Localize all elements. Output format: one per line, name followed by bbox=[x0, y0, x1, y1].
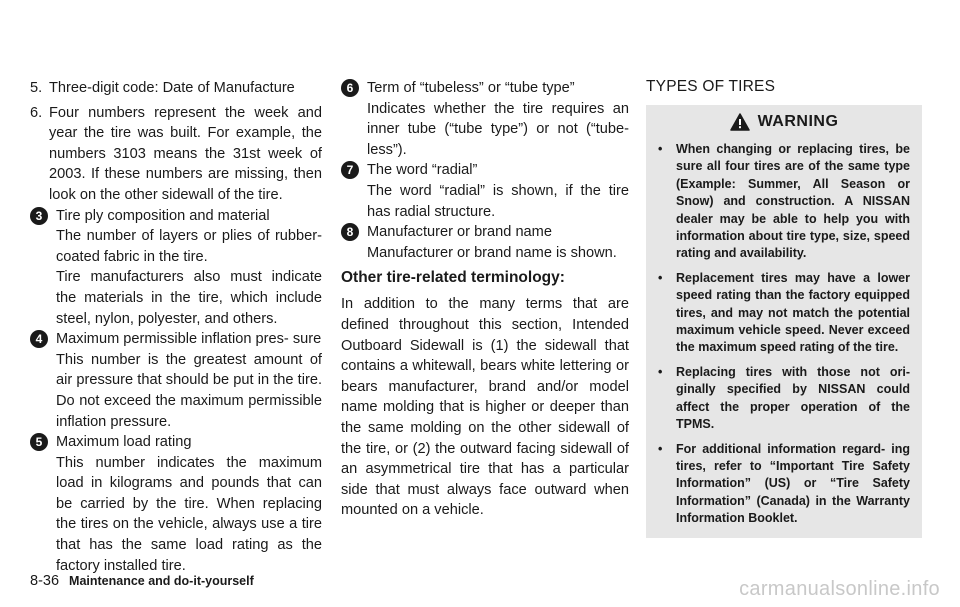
callout-body: This number indicates the maximum load in kilograms and pounds that can be carried by the tire. When replacing the tires on the vehicle, always use a tire that has the same load rating as the factory installed tire. bbox=[56, 454, 322, 574]
warning-bullet-text: When changing or replacing tires, be sure all four tires are of the same type (Example: Summer, All Season or Snow) and construction. A NISSAN dealer may be able to help you with information about tire type, size, speed rating and availability. bbox=[676, 142, 910, 261]
callout-item-6 bbox=[341, 78, 629, 160]
callout-body: Tire manufacturers also must indicate the materials in the tire, which include steel, nylon, polyester, and others. bbox=[56, 269, 322, 327]
warning-bullet-text: Replacing tires with those not ori- ginally specified by NISSAN could affect the proper operation of the TPMS. bbox=[676, 364, 910, 432]
warning-header bbox=[658, 113, 910, 131]
middle-column bbox=[341, 78, 629, 521]
warning-bullet bbox=[658, 270, 910, 357]
list-text: Four numbers represent the week and year the tire was built. For example, the numbers 3103 means the 31st week of 2003. If these numbers are missing, then look on the other sidewall of the tire. bbox=[49, 104, 322, 203]
callout-number-badge: 7 bbox=[341, 161, 359, 179]
list-item-6 bbox=[30, 103, 322, 206]
bullet-icon: • bbox=[658, 270, 663, 285]
callout-body: Manufacturer or brand name is shown. bbox=[367, 244, 617, 261]
callout-title: Maximum load rating bbox=[56, 434, 192, 451]
callout-item-7 bbox=[341, 160, 629, 222]
warning-bullet bbox=[658, 441, 910, 528]
callout-number-badge: 6 bbox=[341, 79, 359, 97]
warning-box bbox=[646, 105, 922, 538]
bullet-icon: • bbox=[658, 441, 663, 456]
callout-item-4 bbox=[30, 329, 322, 432]
page-number: 8-36 bbox=[30, 573, 60, 589]
callout-number-badge: 8 bbox=[341, 223, 359, 241]
warning-bullet-text: For additional information regard- ing tires, refer to “Important Tire Safety Information” (US) or “Tire Safety Information” (Canada) in the Warranty Information Booklet. bbox=[676, 441, 910, 526]
warning-triangle-icon bbox=[730, 113, 750, 131]
section-label: Maintenance and do-it-yourself bbox=[69, 574, 254, 588]
callout-body: Indicates whether the tire requires an inner tube (“tube type”) or not (“tube- less”). bbox=[367, 100, 629, 158]
list-item-5 bbox=[30, 78, 322, 99]
watermark: carmanualsonline.info bbox=[739, 578, 940, 600]
right-column bbox=[646, 76, 922, 538]
callout-title: Term of “tubeless” or “tube type” bbox=[367, 80, 575, 96]
bullet-icon: • bbox=[658, 142, 663, 156]
body-paragraph: In addition to the many terms that are defined throughout this section, Intended Outboard Sidewall is (1) the sidewall that contains a whitewall, bears white lettering or bears manufacturer, brand and/or model name molding that is higher or deeper than the same molding on the other sidewall of the tire, or (2) the outward facing sidewall of an asymmetrical tire that has a particular side that must always face outward when mounted on a vehicle. bbox=[341, 296, 629, 519]
bullet-icon: • bbox=[658, 364, 663, 379]
callout-title: The word “radial” bbox=[367, 162, 478, 179]
callout-number-badge: 4 bbox=[30, 330, 48, 348]
section-heading: TYPES OF TIRES bbox=[646, 78, 776, 95]
warning-bullet bbox=[658, 141, 910, 263]
subheading: Other tire-related terminology: bbox=[341, 269, 565, 287]
page-footer bbox=[30, 573, 254, 589]
callout-body: This number is the greatest amount of air pressure that should be put in the tire. Do not exceed the maximum permissible inflation pressure. bbox=[56, 351, 322, 430]
callout-number-badge: 5 bbox=[30, 433, 48, 451]
warning-bullet-text: Replacement tires may have a lower speed rating than the factory equipped tires, and may not match the potential maximum vehicle speed. Never exceed the maximum speed rating of the tire. bbox=[676, 270, 910, 355]
list-number: 6. bbox=[30, 104, 43, 121]
list-text: Three-digit code: Date of Manufacture bbox=[49, 80, 295, 96]
callout-body: The number of layers or plies of rubber-coated fabric in the tire. bbox=[56, 228, 322, 265]
warning-bullet bbox=[658, 364, 910, 434]
warning-title: WARNING bbox=[757, 113, 839, 130]
left-column bbox=[30, 78, 322, 576]
list-number: 5. bbox=[30, 80, 43, 96]
callout-title: Maximum permissible inflation pres- sure bbox=[56, 331, 322, 348]
callout-item-3 bbox=[30, 206, 322, 330]
callout-body: The word “radial” is shown, if the tire has radial structure. bbox=[367, 182, 629, 220]
callout-title: Tire ply composition and material bbox=[56, 207, 270, 224]
callout-item-5 bbox=[30, 432, 322, 576]
callout-title: Manufacturer or brand name bbox=[367, 224, 552, 241]
callout-number-badge: 3 bbox=[30, 207, 48, 225]
callout-item-8 bbox=[341, 222, 629, 263]
